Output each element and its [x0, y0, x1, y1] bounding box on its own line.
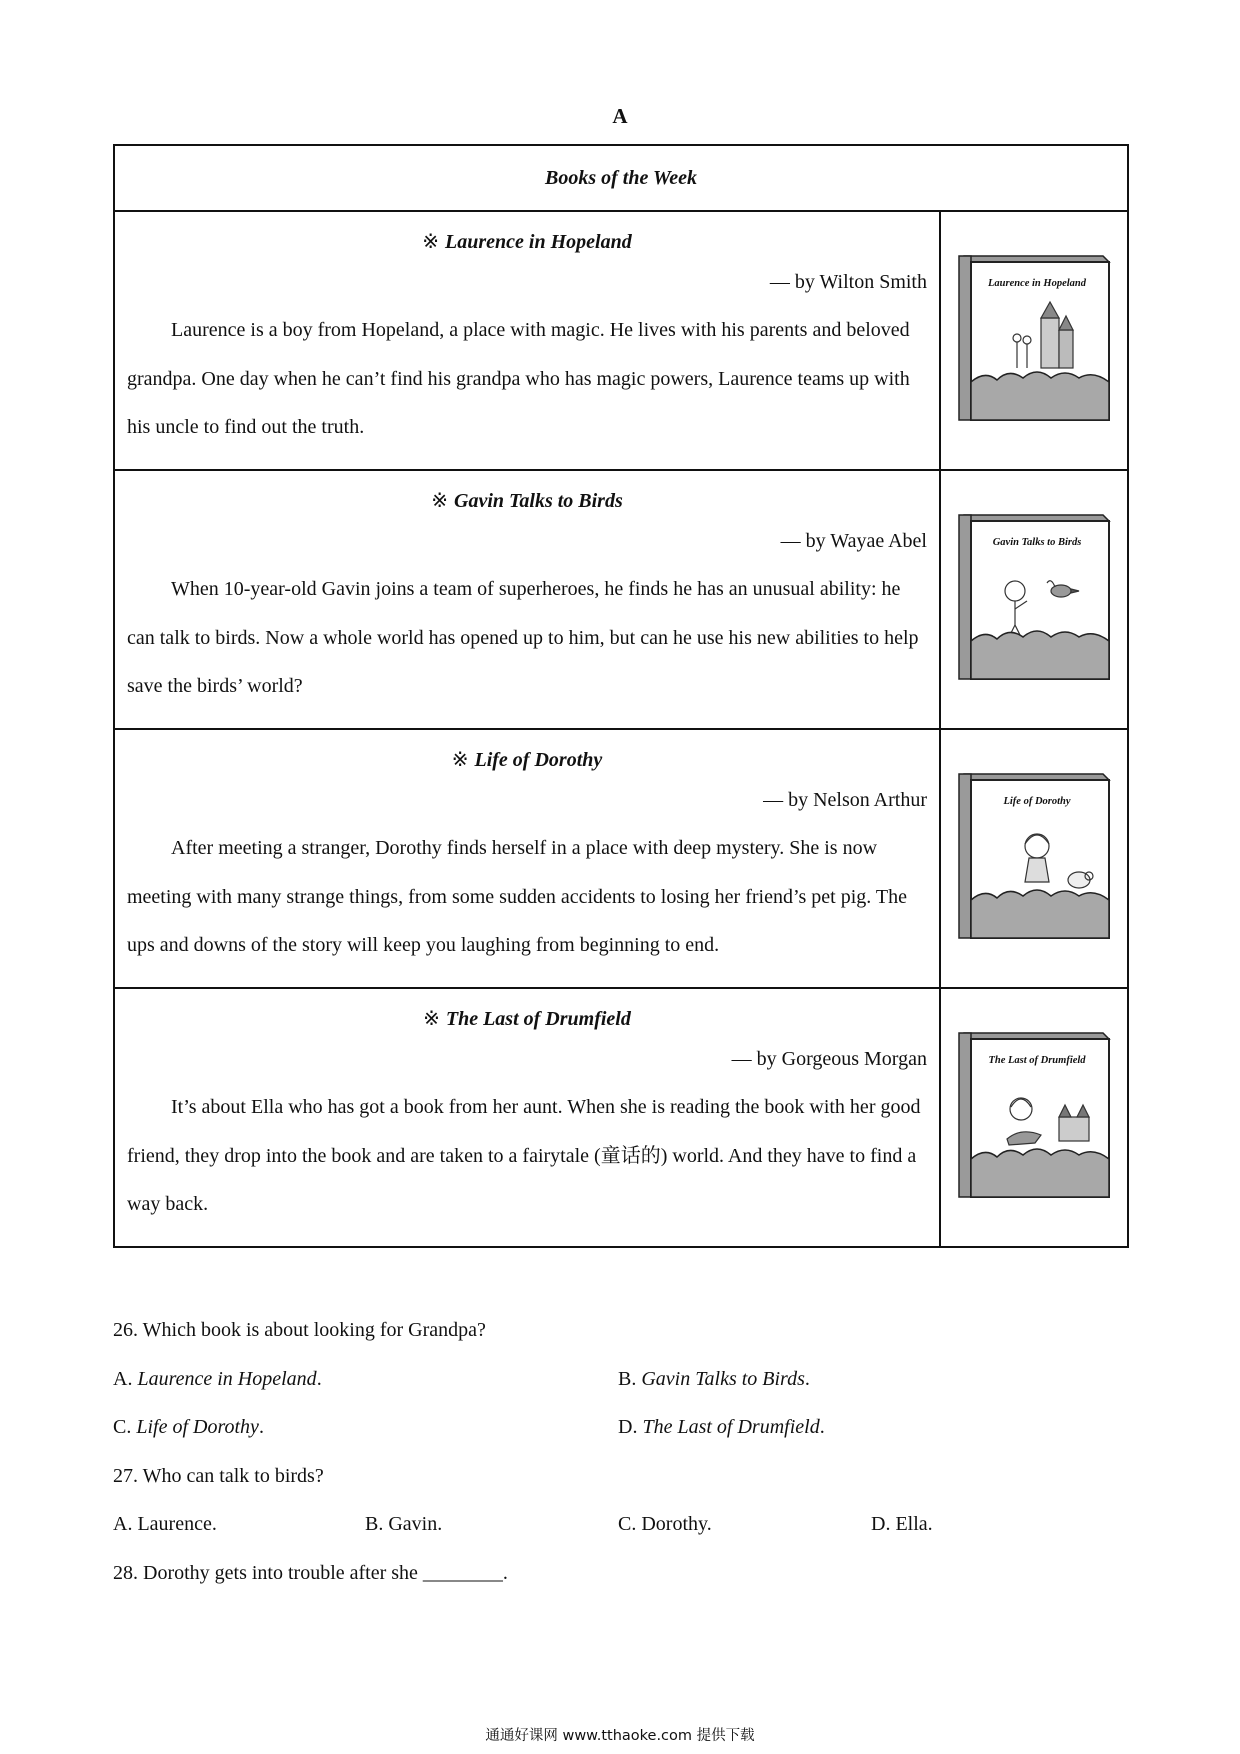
option-a: A. Laurence in Hopeland. — [113, 1367, 322, 1390]
book-cover-laurence-in-hopeland — [955, 250, 1113, 426]
question-28-stem: 28. Dorothy gets into trouble after she ________. — [113, 1561, 508, 1584]
option-b: B. Gavin. — [365, 1513, 443, 1535]
books-of-the-week-table — [113, 144, 1129, 1248]
table-heading: Books of the Week — [114, 145, 1128, 211]
option-c: C. Life of Dorothy. — [113, 1416, 264, 1438]
question-26-options-row-1 — [113, 1355, 1123, 1404]
cover-title: Gavin Talks to Birds — [992, 537, 1082, 548]
question-26-options-row-2 — [113, 1403, 1123, 1452]
book-author: — by Wayae Abel — [780, 530, 927, 552]
book-description: Laurence is a boy from Hopeland, a place with magic. He lives with his parents and beloved grandpa. One day when he can’t find his grandpa who has magic powers, Laurence teams up with his uncle to find out the truth. — [127, 319, 910, 438]
option-b: B. Gavin Talks to Birds. — [618, 1367, 810, 1390]
book-author: — by Gorgeous Morgan — [731, 1048, 927, 1070]
reference-mark: ※ — [423, 1008, 440, 1030]
reference-mark: ※ — [451, 749, 469, 771]
book-title: ※ Life of Dorothy — [451, 749, 603, 771]
option-d: D. Ella. — [871, 1513, 933, 1535]
book-title: ※ Laurence in Hopeland — [422, 231, 632, 253]
option-a: A. Laurence. — [113, 1513, 217, 1535]
cover-title: The Last of Drumfield — [988, 1055, 1086, 1066]
book-row-gavin — [114, 470, 1128, 729]
reference-mark: ※ — [431, 490, 448, 512]
reference-mark: ※ — [422, 231, 440, 253]
book-row-drumfield — [114, 988, 1128, 1247]
book-cover-life-of-dorothy — [955, 768, 1113, 944]
book-cover-gavin-talks-to-birds — [955, 509, 1113, 685]
questions-section — [113, 1306, 1123, 1597]
book-author: — by Wilton Smith — [769, 271, 927, 293]
option-d: D. The Last of Drumfield. — [618, 1416, 825, 1438]
book-title: ※ The Last of Drumfield — [423, 1008, 631, 1030]
book-description: When 10-year-old Gavin joins a team of superheroes, he finds he has an unusual ability: he can talk to birds. Now a whole world has opened up to him, but can he use his new abilities to help save the birds’ world? — [127, 578, 919, 697]
book-description: It’s about Ella who has got a book from her aunt. When she is reading the book with her good friend, they drop into the book and are taken to a fairytale (童话的) world. And they have to find a way back. — [127, 1096, 921, 1215]
cover-title: Life of Dorothy — [1003, 796, 1071, 807]
book-row-dorothy — [114, 729, 1128, 988]
cover-title: Laurence in Hopeland — [987, 278, 1086, 289]
book-author: — by Nelson Arthur — [763, 789, 927, 811]
section-letter: A — [612, 104, 628, 128]
book-description: After meeting a stranger, Dorothy finds herself in a place with deep mystery. She is now meeting with many strange things, from some sudden accidents to losing her friend’s pet pig. The ups and downs of the story will keep you laughing from beginning to end. — [127, 837, 908, 956]
page-footer: 通通好课网 www.tthaoke.com 提供下载 — [485, 1728, 755, 1744]
option-c: C. Dorothy. — [618, 1513, 712, 1535]
book-cover-the-last-of-drumfield — [955, 1027, 1113, 1203]
book-title: ※ Gavin Talks to Birds — [431, 490, 623, 512]
book-row-laurence — [114, 211, 1128, 470]
question-27-options — [113, 1500, 1123, 1549]
question-27-stem: 27. Who can talk to birds? — [113, 1464, 324, 1487]
question-26-stem: 26. Which book is about looking for Grandpa? — [113, 1319, 486, 1341]
